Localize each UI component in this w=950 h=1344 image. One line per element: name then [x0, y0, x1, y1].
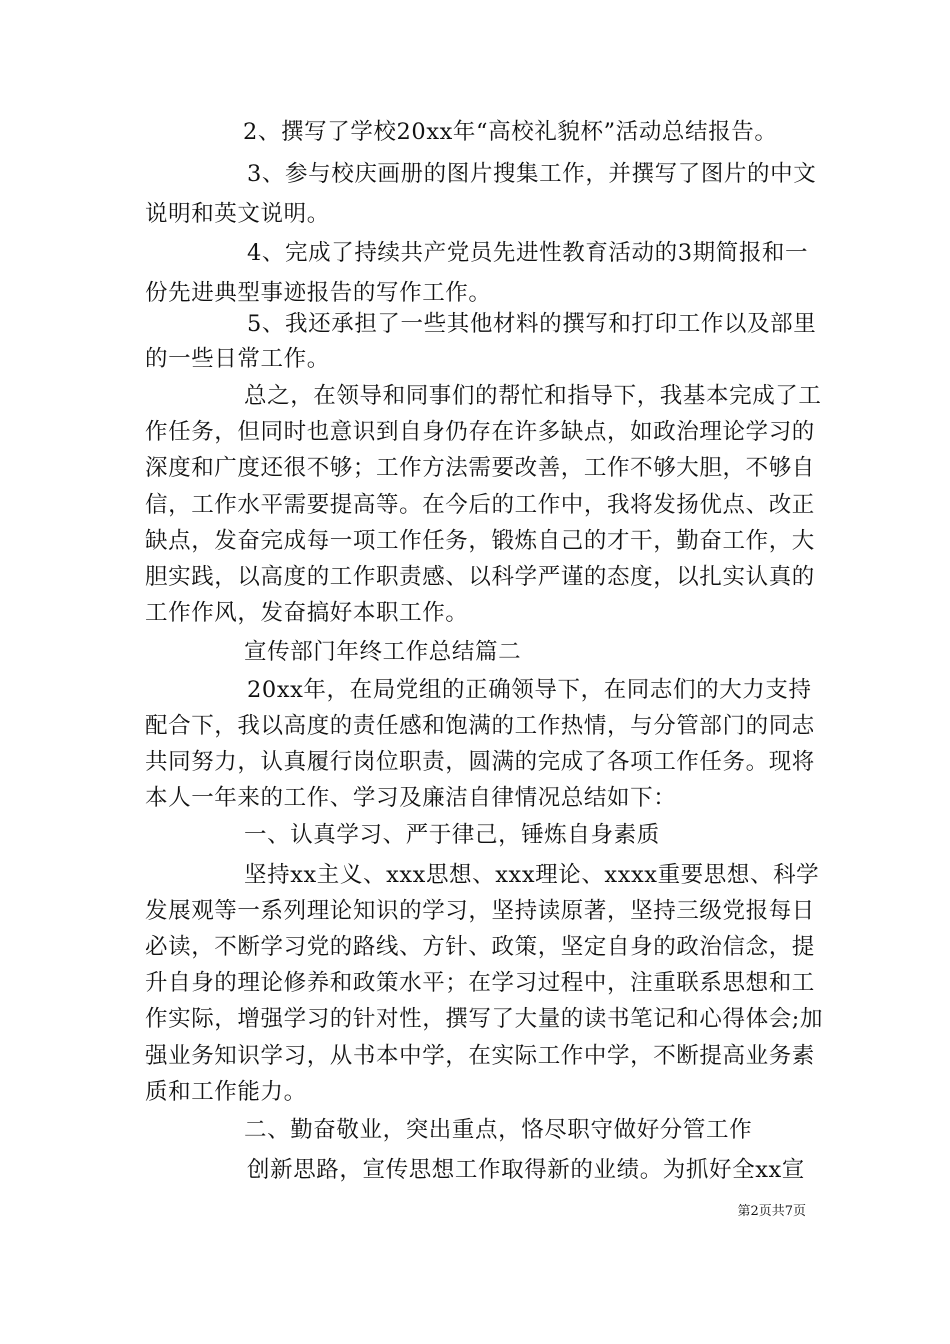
subsection-heading: 一、认真学习、严于律己，锤炼自身素质 [244, 822, 660, 848]
text-line: 4、完成了持续共产党员先进性教育活动的3期简报和一 [247, 240, 809, 266]
text-line: 信，工作水平需要提高等。在今后的工作中，我将发扬优点、改正 [145, 492, 815, 518]
text-line: 说明和英文说明。 [145, 201, 330, 227]
text-line: 缺点，发奋完成每一项工作任务，锻炼自己的才干，勤奋工作，大 [145, 528, 815, 554]
text-line: 2、撰写了学校20xx年“高校礼貌杯”活动总结报告。 [243, 119, 778, 145]
text-line: 发展观等一系列理论知识的学习，坚持读原著，坚持三级党报每日 [145, 898, 815, 924]
text-line: 总之，在领导和同事们的帮忙和指导下，我基本完成了工 [244, 383, 822, 409]
text-line: 20xx年，在局党组的正确领导下，在同志们的大力支持 [247, 677, 812, 703]
text-line: 本人一年来的工作、学习及廉洁自律情况总结如下： [145, 785, 677, 811]
section-heading: 宣传部门年终工作总结篇二 [244, 639, 522, 665]
text-line: 的一些日常工作。 [145, 346, 330, 372]
text-line: 强业务知识学习，从书本中学，在实际工作中学，不断提高业务素 [145, 1043, 815, 1069]
text-line: 3、参与校庆画册的图片搜集工作，并撰写了图片的中文 [247, 161, 817, 187]
text-line: 质和工作能力。 [145, 1079, 307, 1105]
text-line: 创新思路，宣传思想工作取得新的业绩。为抓好全xx宣 [247, 1157, 805, 1183]
text-line: 必读，不断学习党的路线、方针、政策，坚定自身的政治信念，提 [145, 934, 815, 960]
text-line: 作实际，增强学习的针对性，撰写了大量的读书笔记和心得体会;加 [145, 1006, 824, 1032]
text-line: 升自身的理论修养和政策水平；在学习过程中，注重联系思想和工 [145, 970, 815, 996]
text-line: 共同努力，认真履行岗位职责，圆满的完成了各项工作任务。现将 [145, 749, 815, 775]
text-line: 深度和广度还很不够；工作方法需要改善，工作不够大胆，不够自 [145, 455, 815, 481]
text-line: 工作作风，发奋搞好本职工作。 [145, 600, 469, 626]
text-line: 作任务，但同时也意识到自身仍存在许多缺点，如政治理论学习的 [145, 419, 815, 445]
text-line: 坚持xx主义、xxx思想、xxx理论、xxxx重要思想、科学 [244, 862, 820, 888]
page-number: 第2页共7页 [737, 1204, 806, 1219]
text-line: 份先进典型事迹报告的写作工作。 [145, 280, 492, 306]
subsection-heading: 二、勤奋敬业，突出重点，恪尽职守做好分管工作 [244, 1117, 753, 1143]
text-line: 5、我还承担了一些其他材料的撰写和打印工作以及部里 [247, 311, 817, 337]
text-line: 配合下，我以高度的责任感和饱满的工作热情，与分管部门的同志 [145, 713, 815, 739]
text-line: 胆实践，以高度的工作职责感、以科学严谨的态度，以扎实认真的 [145, 564, 815, 590]
